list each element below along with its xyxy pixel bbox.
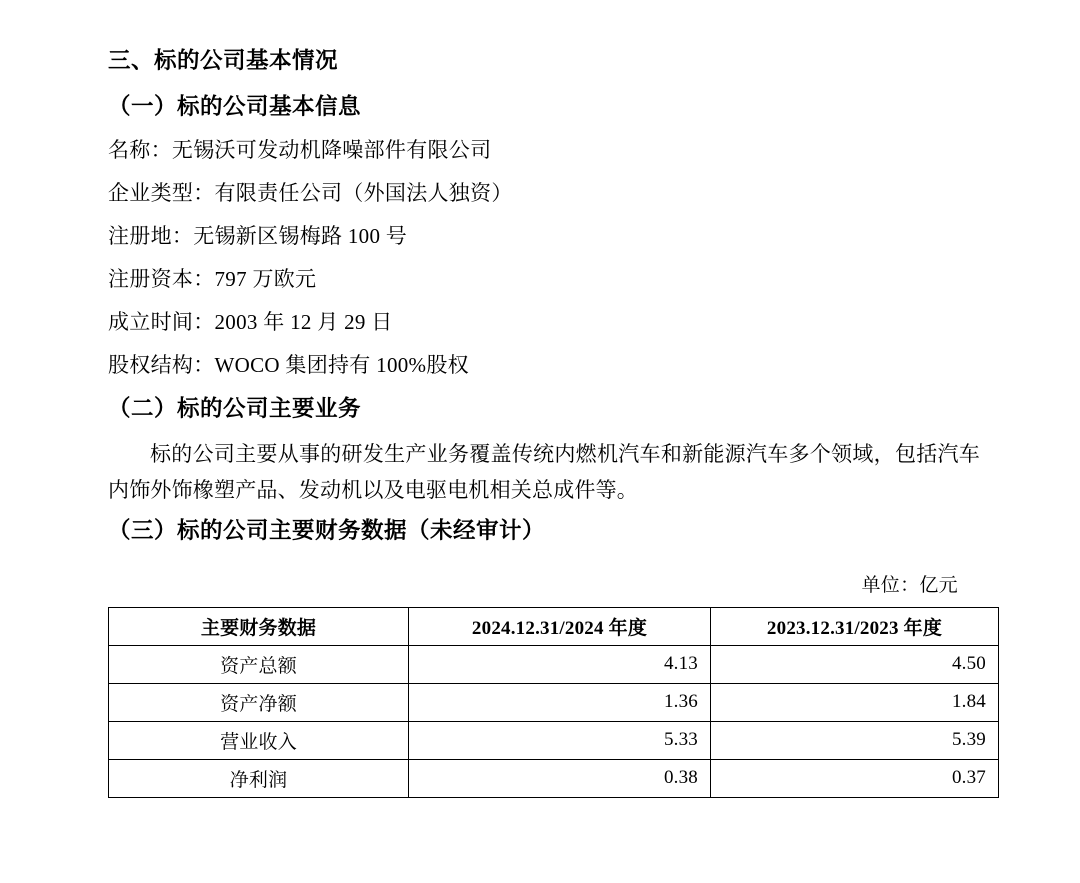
info-line-enterprise-type: 企业类型：有限责任公司（外国法人独资） <box>108 181 513 205</box>
row-label-net-profit: 净利润 <box>109 759 409 797</box>
table-header-2023: 2023.12.31/2023 年度 <box>711 607 999 645</box>
main-business-paragraph: 标的公司主要从事的研发生产业务覆盖传统内燃机汽车和新能源汽车多个领域，包括汽车内饰外饰橡塑产品、发动机以及电驱电机相关总成件等。 <box>108 441 980 503</box>
table-row <box>109 645 999 683</box>
subsection-heading-basic-info: （一）标的公司基本信息 <box>108 93 362 119</box>
info-line-registered-address: 注册地：无锡新区锡梅路 100 号 <box>108 224 408 248</box>
section-heading: 三、标的公司基本情况 <box>108 48 339 73</box>
table-row <box>109 683 999 721</box>
cell-net-assets-2024: 1.36 <box>409 683 711 721</box>
financial-data-table <box>108 607 999 798</box>
subsection-heading-financial-data: （三）标的公司主要财务数据（未经审计） <box>108 518 546 543</box>
cell-net-assets-2023: 1.84 <box>711 683 999 721</box>
info-line-equity-structure: 股权结构：WOCO 集团持有 100%股权 <box>108 353 469 377</box>
cell-net-profit-2023: 0.37 <box>711 759 999 797</box>
row-label-operating-revenue: 营业收入 <box>109 721 409 759</box>
cell-total-assets-2023: 4.50 <box>711 645 999 683</box>
cell-total-assets-2024: 4.13 <box>409 645 711 683</box>
cell-net-profit-2024: 0.38 <box>409 759 711 797</box>
subsection-heading-main-business: （二）标的公司主要业务 <box>108 396 362 421</box>
info-line-establishment-date: 成立时间：2003 年 12 月 29 日 <box>108 310 393 334</box>
table-header-2024: 2024.12.31/2024 年度 <box>409 607 711 645</box>
cell-operating-revenue-2023: 5.39 <box>711 721 999 759</box>
table-unit-note: 单位：亿元 <box>861 574 958 596</box>
table-row <box>109 721 999 759</box>
info-line-name: 名称：无锡沃可发动机降噪部件有限公司 <box>108 138 492 162</box>
cell-operating-revenue-2024: 5.33 <box>409 721 711 759</box>
table-header-metric: 主要财务数据 <box>109 607 409 645</box>
info-line-registered-capital: 注册资本：797 万欧元 <box>108 267 317 291</box>
row-label-net-assets: 资产净额 <box>109 683 409 721</box>
table-row <box>109 759 999 797</box>
table-header-row <box>109 607 999 645</box>
row-label-total-assets: 资产总额 <box>109 645 409 683</box>
